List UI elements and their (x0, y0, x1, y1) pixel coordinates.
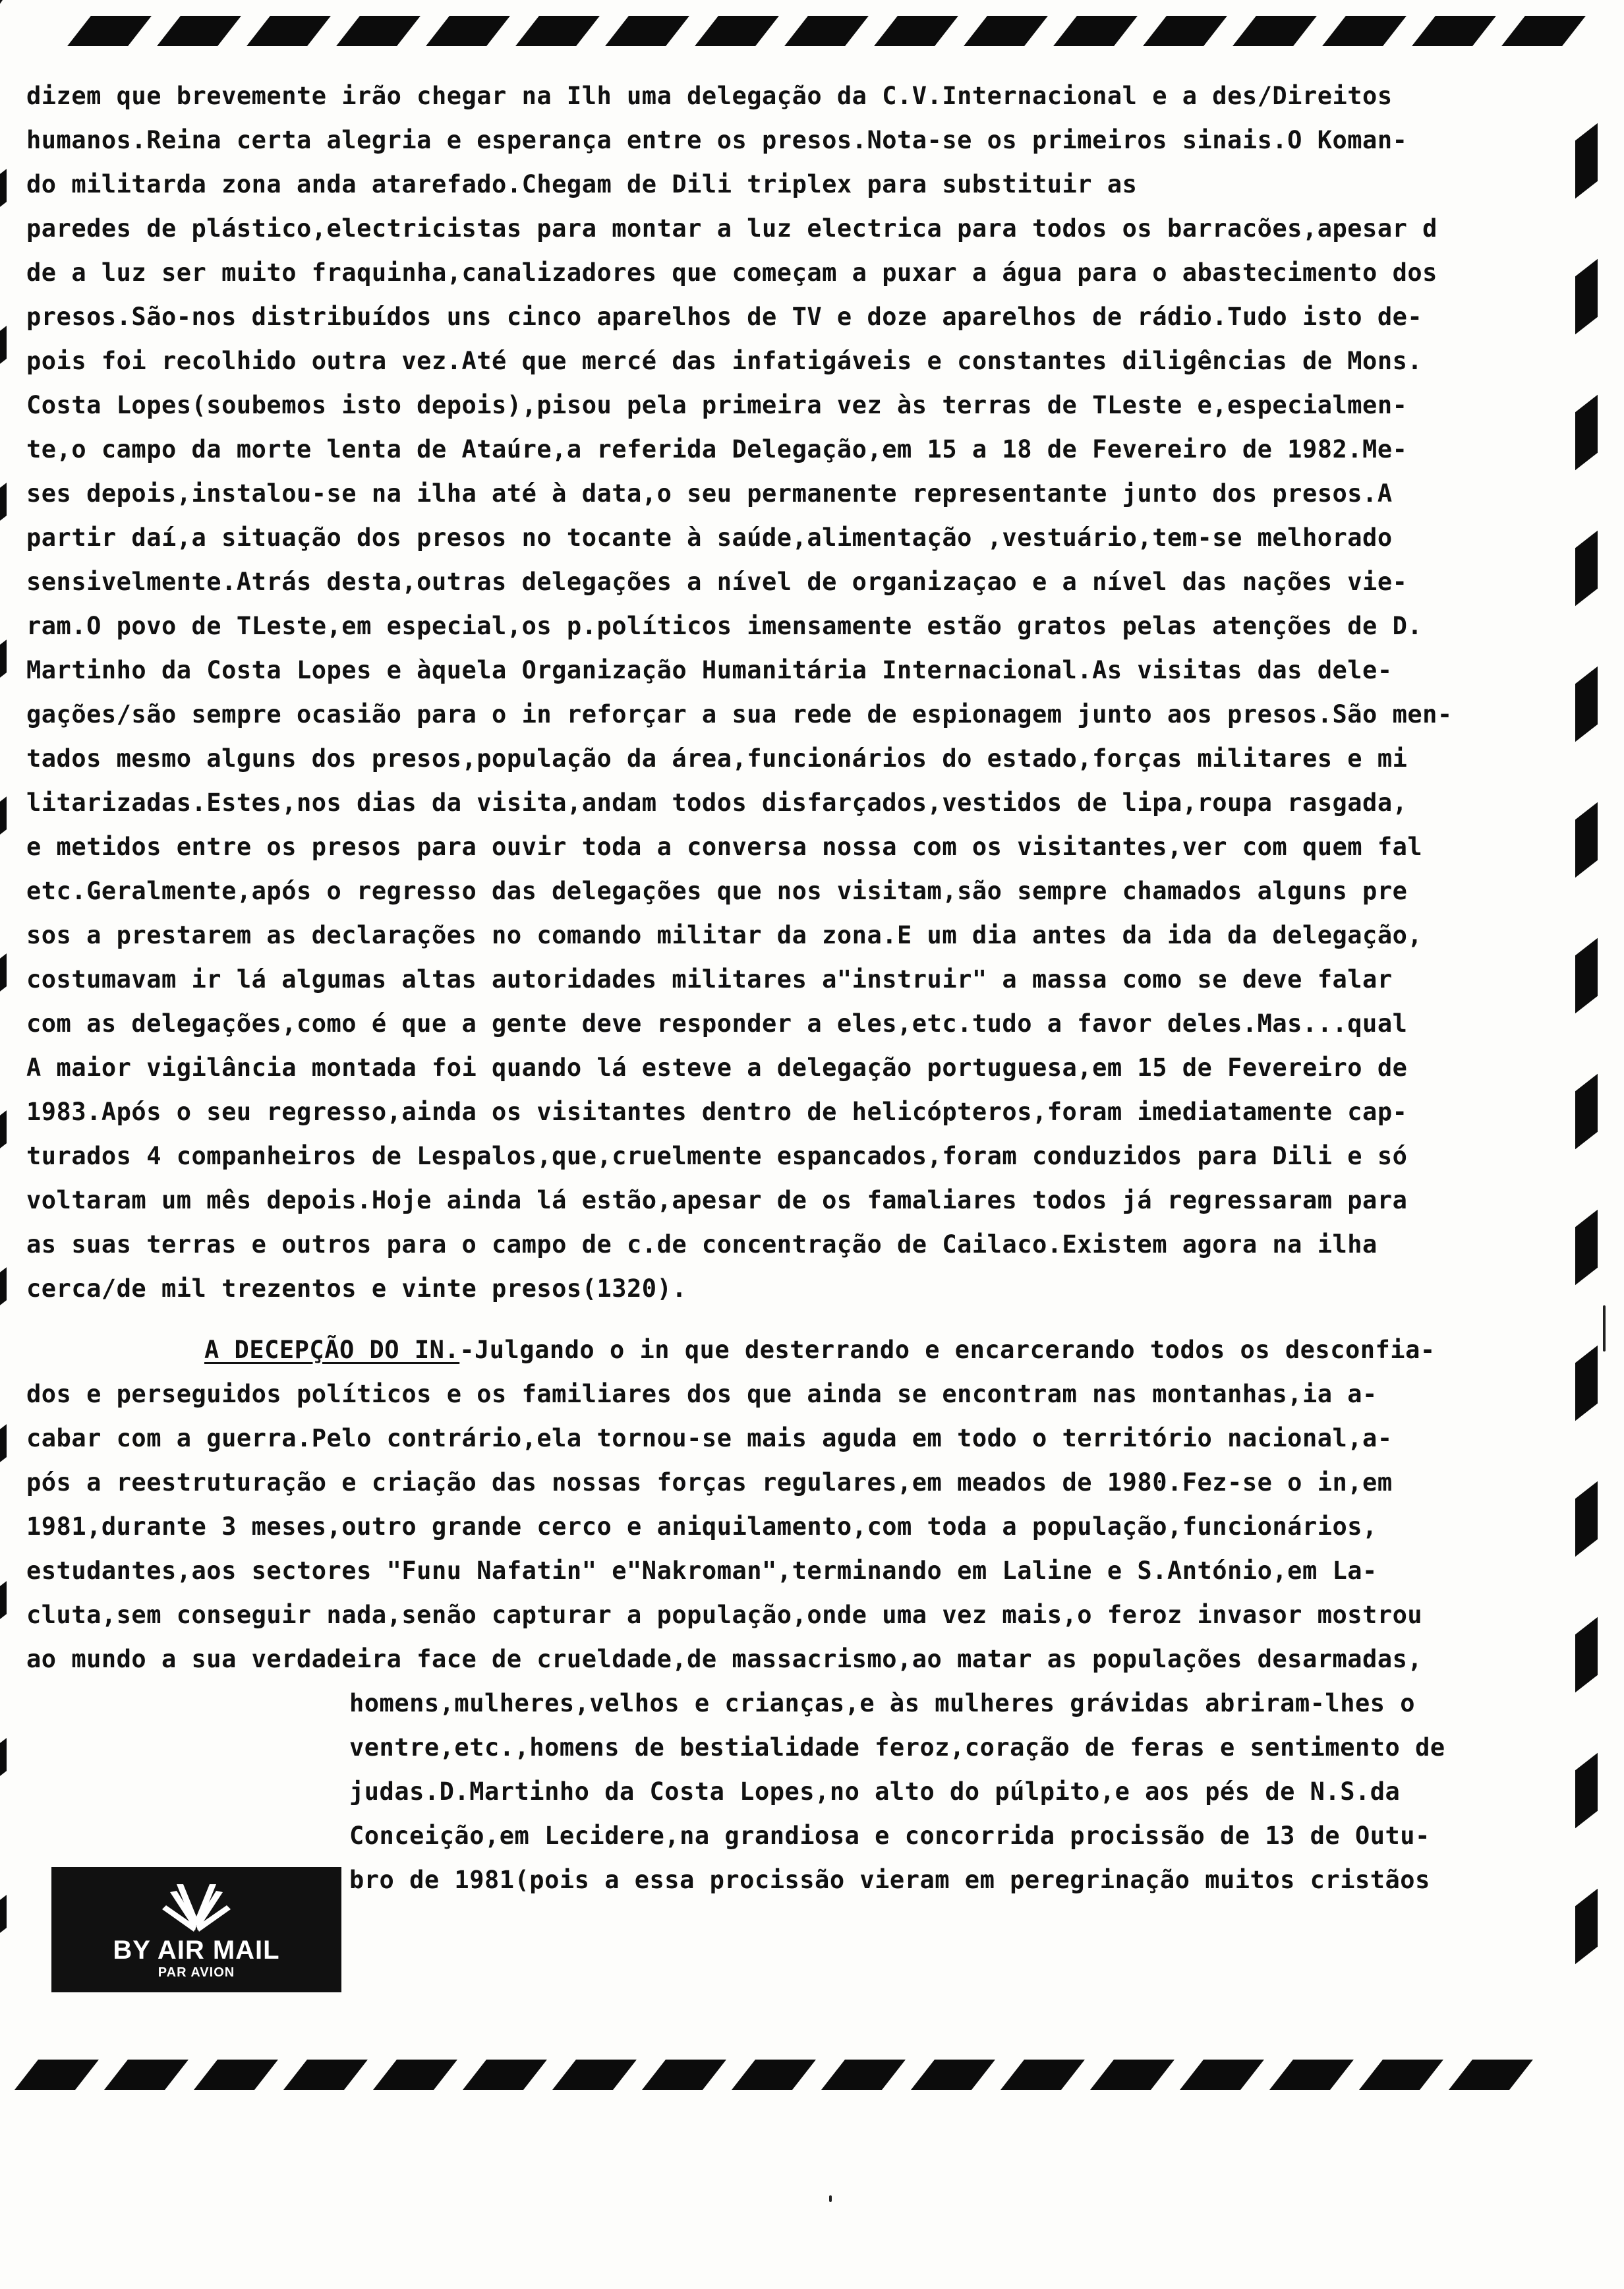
text-line: costumavam ir lá algumas altas autoridades militares a"instruir" a massa como se deve falar (26, 965, 1393, 994)
border-stripe (0, 639, 7, 678)
text-line: pois foi recolhido outra vez.Até que mercé das infatigáveis e constantes diligências de Mons. (26, 347, 1423, 375)
border-stripe (1575, 1346, 1598, 1421)
text-line: cabar com a guerra.Pelo contrário,ela tornou-se mais aguda em todo o território nacional,a- (26, 1424, 1393, 1452)
border-stripe (0, 483, 7, 521)
paragraph-decepcao (26, 1372, 1562, 1681)
text-line: as suas terras e outros para o campo de c.de concentração de Cailaco.Existem agora na ilha (26, 1230, 1378, 1259)
paragraph-prisoners (26, 74, 1562, 1311)
text-line: ventre,etc.,homens de bestialidade feroz,coração de feras e sentimento de (349, 1733, 1445, 1762)
text-line: Martinho da Costa Lopes e àquela Organização Humanitária Internacional.As visitas das dele- (26, 656, 1393, 684)
border-stripe (1501, 16, 1586, 46)
text-line: 1981,durante 3 meses,outro grande cerco e aniquilamento,com toda a população,funcionários, (26, 1512, 1378, 1541)
text-line: sos a prestarem as declarações no comando militar da zona.E um dia antes da ida da delegação, (26, 921, 1423, 949)
border-stripe (0, 953, 7, 992)
text-line: partir daí,a situação dos presos no tocante à saúde,alimentação ,vestuário,tem-se melhorado (26, 523, 1393, 552)
airmail-text: BY AIR MAIL (113, 1936, 280, 1965)
text-line: Costa Lopes(soubemos isto depois),pisou pela primeira vez às terras de TLeste e,especialmen- (26, 391, 1408, 419)
text-line: sensivelmente.Atrás desta,outras delegações a nível de organizaçao e a nível das nações vie- (26, 568, 1408, 596)
text-line: do militarda zona anda atarefado.Chegam de Dili triplex para substituir as (26, 170, 1138, 198)
border-stripe (1575, 1074, 1598, 1150)
airmail-border-top (79, 16, 1574, 46)
border-stripe (1359, 2060, 1443, 2090)
border-stripe (14, 2060, 99, 2090)
border-stripe (1180, 2060, 1264, 2090)
text-line: com as delegações,como é que a gente deve responder a eles,etc.tudo a favor deles.Mas...qual (26, 1009, 1408, 1038)
text-line: de a luz ser muito fraquinha,canalizadores que começam a puxar a água para o abastecimento dos (26, 258, 1437, 287)
text-line: paredes de plástico,electricistas para montar a luz electrica para todos os barracões,apesar d (26, 214, 1437, 243)
text-line: gações/são sempre ocasião para o in reforçar a sua rede de espionagem junto aos presos.São men- (26, 700, 1453, 728)
border-stripe (336, 16, 420, 46)
border-stripe (605, 16, 689, 46)
airmail-label (51, 1867, 341, 1992)
border-stripe (695, 16, 779, 46)
border-stripe (0, 1267, 7, 1305)
text-line: ram.O povo de TLeste,em especial,os p.políticos imensamente estão gratos pelas atenções de D. (26, 612, 1423, 640)
border-stripe (874, 16, 958, 46)
border-stripe (1575, 531, 1598, 607)
text-line: A maior vigilância montada foi quando lá esteve a delegação portuguesa,em 15 de Fevereiro de (26, 1054, 1408, 1082)
border-stripe (0, 326, 7, 364)
border-stripe (246, 16, 331, 46)
text-line: bro de 1981(pois a essa procissão vieram em peregrinação muitos cristãos (349, 1866, 1430, 1894)
border-stripe (1000, 2060, 1085, 2090)
text-line: dizem que brevemente irão chegar na Ilh uma delegação da C.V.Internacional e a des/Direitos (26, 82, 1393, 110)
text-line: tados mesmo alguns dos presos,população da área,funcionários do estado,forças militares e mi (26, 744, 1408, 773)
text-line: te,o campo da morte lenta de Ataúre,a referida Delegação,em 15 a 18 de Fevereiro de 1982.Me- (26, 435, 1408, 463)
border-stripe (1575, 1617, 1598, 1693)
border-stripe (463, 2060, 547, 2090)
border-stripe (1322, 16, 1406, 46)
border-stripe (0, 796, 7, 835)
border-stripe (283, 2060, 368, 2090)
text-line: pós a reestruturação e criação das nossas forças regulares,em meados de 1980.Fez-se o in,em (26, 1468, 1393, 1497)
border-stripe (784, 16, 869, 46)
border-stripe (642, 2060, 726, 2090)
border-stripe (67, 16, 152, 46)
border-stripe (1269, 2060, 1354, 2090)
scan-mark (1603, 1305, 1606, 1352)
border-stripe (1449, 2060, 1533, 2090)
text-line: presos.São-nos distribuídos uns cinco aparelhos de TV e doze aparelhos de rádio.Tudo isto de- (26, 303, 1423, 331)
typewritten-text (26, 74, 1562, 1902)
border-stripe (1575, 667, 1598, 742)
border-stripe (157, 16, 241, 46)
border-stripe (1143, 16, 1227, 46)
text-line: e metidos entre os presos para ouvir toda a conversa nossa com os visitantes,ver com quem fal (26, 833, 1423, 861)
wings-icon (51, 1879, 341, 1932)
border-stripe (515, 16, 600, 46)
border-stripe (0, 1424, 7, 1462)
text-line: dos e perseguidos políticos e os familiares dos que ainda se encontram nas montanhas,ia a- (26, 1380, 1378, 1408)
section-first-line-text: -Julgando o in que desterrando e encarcerando todos os desconfia- (459, 1336, 1436, 1364)
text-line: turados 4 companheiros de Lespalos,que,cruelmente espancados,foram conduzidos para Dili e só (26, 1142, 1408, 1170)
text-line: litarizadas.Estes,nos dias da visita,andam todos disfarçados,vestidos de lipa,roupa rasgada, (26, 788, 1408, 817)
border-stripe (552, 2060, 637, 2090)
airmail-border-left (0, 171, 7, 1930)
border-stripe (911, 2060, 995, 2090)
border-stripe (1575, 1481, 1598, 1557)
section-first-line (26, 1328, 1562, 1372)
border-stripe (0, 1110, 7, 1148)
border-stripe (1090, 2060, 1174, 2090)
text-line: estudantes,aos sectores "Funu Nafatin" e"Nakroman",terminando em Laline e S.António,em La- (26, 1557, 1378, 1585)
text-line: cerca/de mil trezentos e vinte presos(1320). (26, 1274, 687, 1303)
border-stripe (1232, 16, 1317, 46)
par-avion-text: PAR AVION (158, 1965, 235, 1980)
border-stripe (1575, 395, 1598, 471)
border-stripe (1053, 16, 1138, 46)
text-line: humanos.Reina certa alegria e esperança entre os presos.Nota-se os primeiros sinais.O Koman- (26, 126, 1408, 154)
border-stripe (1412, 16, 1496, 46)
border-stripe (1575, 259, 1598, 335)
border-stripe (1575, 1889, 1598, 1965)
scan-dot (829, 2195, 832, 2202)
text-line: ses depois,instalou-se na ilha até à data,o seu permanente representante junto dos presos.A (26, 479, 1393, 508)
border-stripe (0, 1581, 7, 1619)
text-line: 1983.Após o seu regresso,ainda os visitantes dentro de helicópteros,foram imediatamente cap- (26, 1098, 1408, 1126)
text-line: Conceição,em Lecidere,na grandiosa e concorrida procissão de 13 de Outu- (349, 1822, 1430, 1850)
text-line: homens,mulheres,velhos e crianças,e às mulheres grávidas abriram-lhes o (349, 1689, 1416, 1717)
border-stripe (1575, 1210, 1598, 1286)
border-stripe (1575, 1753, 1598, 1829)
border-stripe (821, 2060, 906, 2090)
text-line: cluta,sem conseguir nada,senão capturar a população,onde uma vez mais,o feroz invasor mostrou (26, 1601, 1423, 1629)
border-stripe (0, 1738, 7, 1776)
border-stripe (732, 2060, 816, 2090)
border-stripe (373, 2060, 457, 2090)
border-stripe (1575, 123, 1598, 199)
border-stripe (1575, 802, 1598, 878)
text-line: voltaram um mês depois.Hoje ainda lá estão,apesar de os famaliares todos já regressaram para (26, 1186, 1408, 1214)
text-line: etc.Geralmente,após o regresso das delegações que nos visitam,são sempre chamados alguns pre (26, 877, 1408, 905)
airmail-border-bottom (26, 2060, 1521, 2090)
airmail-border-right (1575, 132, 1598, 1955)
border-stripe (104, 2060, 188, 2090)
border-stripe (1575, 938, 1598, 1014)
border-stripe (0, 1895, 7, 1933)
border-stripe (194, 2060, 278, 2090)
text-line: judas.D.Martinho da Costa Lopes,no alto do púlpito,e aos pés de N.S.da (349, 1777, 1401, 1806)
border-stripe (426, 16, 510, 46)
border-stripe (964, 16, 1048, 46)
text-line: ao mundo a sua verdadeira face de crueldade,de massacrismo,ao matar as populações desarmadas, (26, 1645, 1423, 1673)
section-heading: A DECEPÇÃO DO IN. (204, 1336, 460, 1364)
border-stripe (0, 169, 7, 207)
